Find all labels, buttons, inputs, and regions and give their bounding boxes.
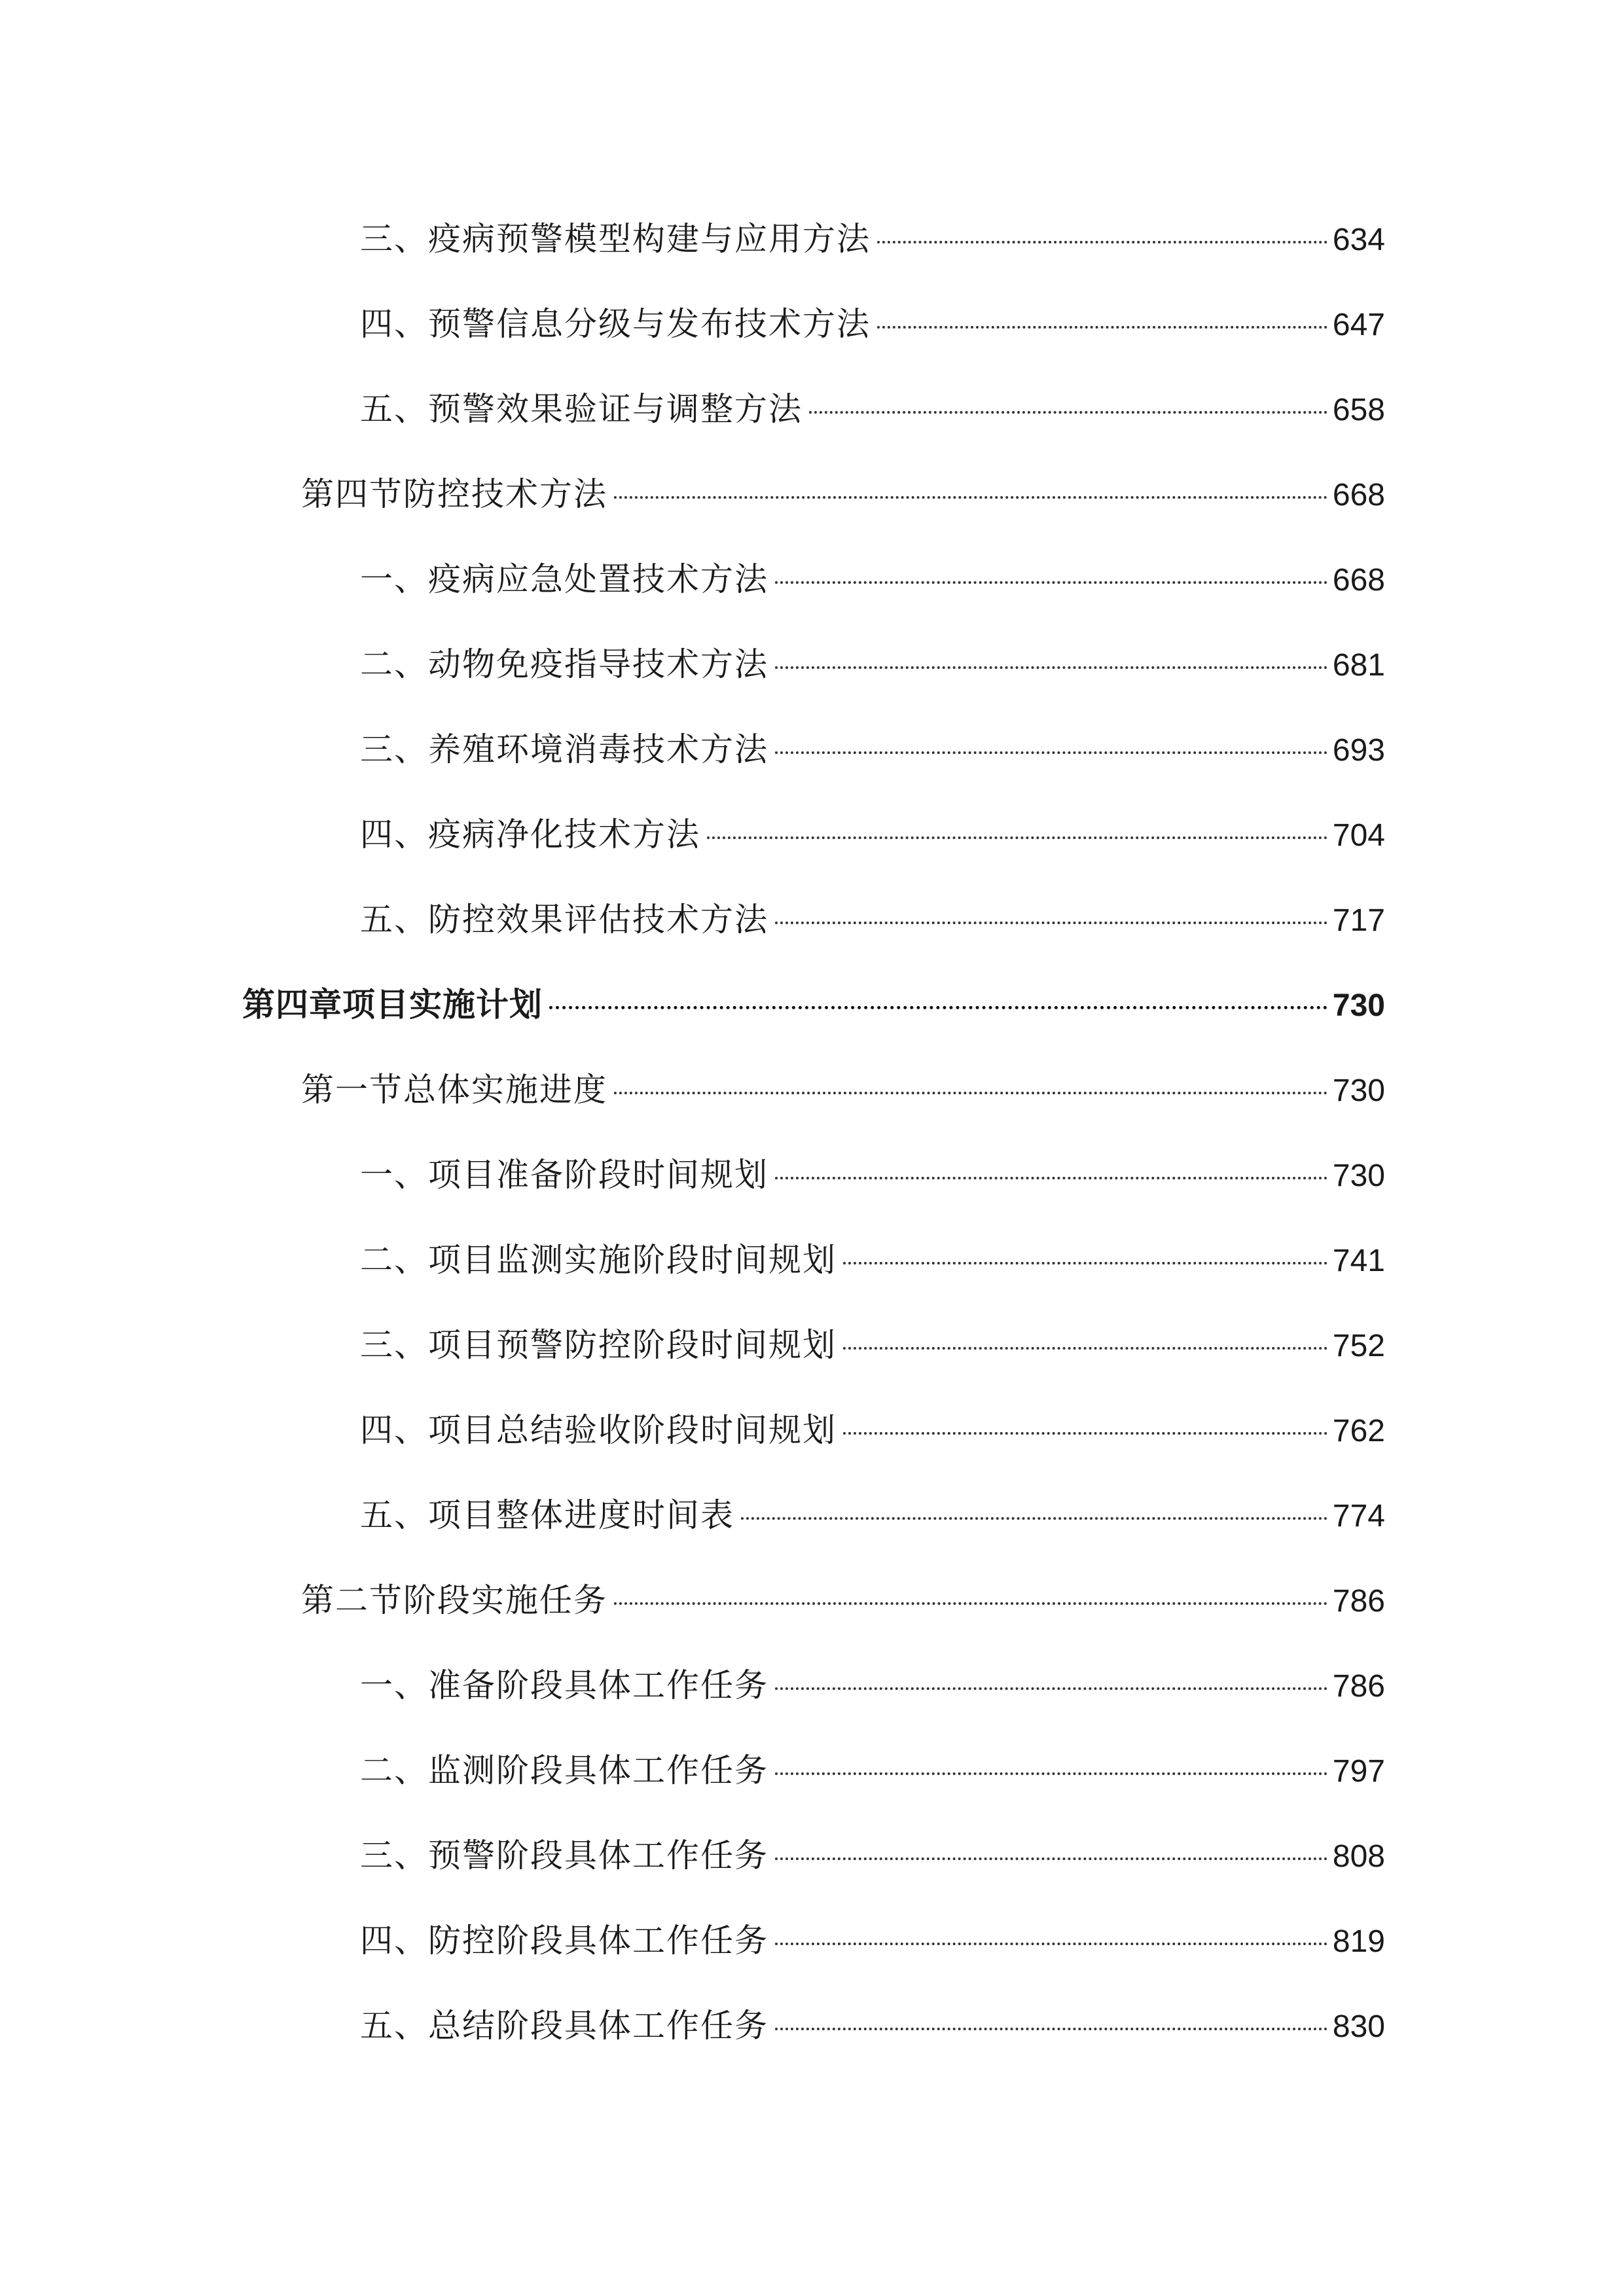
dot-leader bbox=[614, 496, 1327, 499]
toc-entry[interactable] bbox=[360, 213, 1385, 265]
toc-entry[interactable] bbox=[301, 1064, 1385, 1116]
toc-entry-page: 741 bbox=[1332, 1244, 1385, 1278]
dot-leader bbox=[775, 1857, 1327, 1860]
toc-entry-page: 681 bbox=[1332, 648, 1385, 683]
toc-entry[interactable] bbox=[360, 1829, 1385, 1882]
toc-entry-page: 730 bbox=[1332, 1073, 1385, 1108]
toc-entry[interactable] bbox=[360, 1149, 1385, 1201]
toc-entry[interactable] bbox=[360, 1489, 1385, 1541]
dot-leader bbox=[614, 1092, 1327, 1094]
toc-entry[interactable] bbox=[360, 638, 1385, 691]
toc-entry[interactable] bbox=[360, 1234, 1385, 1286]
toc-entry[interactable] bbox=[360, 1319, 1385, 1371]
toc-entry-page: 830 bbox=[1332, 2009, 1385, 2044]
toc-entry[interactable] bbox=[301, 468, 1385, 520]
toc-entry-page: 774 bbox=[1332, 1499, 1385, 1534]
toc-entry[interactable] bbox=[360, 383, 1385, 435]
toc-entry[interactable] bbox=[360, 1404, 1385, 1456]
toc-entry-chapter[interactable] bbox=[242, 978, 1385, 1031]
toc-entry-title: 第一节总体实施进度 bbox=[301, 1071, 607, 1109]
dot-leader bbox=[775, 1687, 1327, 1690]
toc-entry-title: 四、防控阶段具体工作任务 bbox=[360, 1922, 768, 1960]
toc-entry-title: 三、项目预警防控阶段时间规划 bbox=[360, 1326, 837, 1364]
toc-entry-title: 第四章项目实施计划 bbox=[242, 986, 543, 1024]
toc-entry-title: 第二节阶段实施任务 bbox=[301, 1581, 607, 1619]
toc-entry-title: 一、疫病应急处置技术方法 bbox=[360, 560, 768, 598]
toc-entry-title: 四、疫病净化技术方法 bbox=[360, 816, 700, 853]
toc-entry-title: 一、项目准备阶段时间规划 bbox=[360, 1156, 768, 1194]
dot-leader bbox=[877, 326, 1327, 329]
toc-entry-page: 668 bbox=[1332, 478, 1385, 512]
toc-entry-title: 五、总结阶段具体工作任务 bbox=[360, 2007, 768, 2045]
toc-entry-page: 693 bbox=[1332, 733, 1385, 768]
toc-entry[interactable] bbox=[301, 1574, 1385, 1626]
toc-entry-page: 752 bbox=[1332, 1329, 1385, 1363]
dot-leader bbox=[775, 666, 1327, 669]
dot-leader bbox=[809, 411, 1327, 414]
toc-entry-title: 五、防控效果评估技术方法 bbox=[360, 901, 768, 939]
toc-entry-page: 786 bbox=[1332, 1669, 1385, 1704]
toc-entry-page: 668 bbox=[1332, 563, 1385, 598]
toc-entry[interactable] bbox=[360, 298, 1385, 350]
toc-entry[interactable] bbox=[360, 893, 1385, 946]
toc-entry-title: 三、预警阶段具体工作任务 bbox=[360, 1837, 768, 1874]
toc-entry-page: 786 bbox=[1332, 1584, 1385, 1619]
toc-entry-title: 一、准备阶段具体工作任务 bbox=[360, 1666, 768, 1704]
toc-entry-title: 五、预警效果验证与调整方法 bbox=[360, 390, 803, 428]
toc-entry-title: 五、项目整体进度时间表 bbox=[360, 1496, 734, 1534]
dot-leader bbox=[707, 836, 1327, 839]
toc-entry[interactable] bbox=[360, 808, 1385, 861]
toc-entry-page: 658 bbox=[1332, 393, 1385, 427]
toc-entry[interactable] bbox=[360, 1659, 1385, 1712]
toc-entry[interactable] bbox=[360, 723, 1385, 776]
toc-entry-page: 730 bbox=[1332, 988, 1385, 1023]
dot-leader bbox=[775, 1177, 1327, 1179]
toc-entry[interactable] bbox=[360, 1914, 1385, 1967]
toc-entry-title: 三、养殖环境消毒技术方法 bbox=[360, 730, 768, 768]
dot-leader bbox=[877, 241, 1327, 243]
dot-leader bbox=[775, 2028, 1327, 2030]
dot-leader bbox=[775, 1943, 1327, 1945]
toc-entry-title: 第四节防控技术方法 bbox=[301, 475, 607, 513]
dot-leader bbox=[775, 581, 1327, 584]
toc-entry-page: 819 bbox=[1332, 1924, 1385, 1959]
dot-leader bbox=[843, 1347, 1327, 1350]
dot-leader bbox=[843, 1432, 1327, 1435]
toc-entry-title: 三、疫病预警模型构建与应用方法 bbox=[360, 220, 871, 258]
dot-leader bbox=[775, 922, 1327, 924]
toc-entry-page: 730 bbox=[1332, 1158, 1385, 1193]
toc-entry-title: 二、项目监测实施阶段时间规划 bbox=[360, 1241, 837, 1279]
dot-leader bbox=[775, 751, 1327, 754]
dot-leader bbox=[843, 1262, 1327, 1265]
toc-entry[interactable] bbox=[360, 1744, 1385, 1797]
dot-leader bbox=[775, 1772, 1327, 1775]
toc-entry-title: 四、项目总结验收阶段时间规划 bbox=[360, 1411, 837, 1449]
toc-entry-title: 二、动物免疫指导技术方法 bbox=[360, 645, 768, 683]
toc-entry-title: 二、监测阶段具体工作任务 bbox=[360, 1751, 768, 1789]
dot-leader bbox=[741, 1517, 1327, 1520]
toc-entry-page: 808 bbox=[1332, 1839, 1385, 1874]
toc-entry-page: 797 bbox=[1332, 1754, 1385, 1789]
toc-entry-page: 704 bbox=[1332, 818, 1385, 853]
toc-entry[interactable] bbox=[360, 553, 1385, 605]
toc-entry[interactable] bbox=[360, 2000, 1385, 2052]
toc-entry-page: 634 bbox=[1332, 223, 1385, 257]
toc-entry-page: 647 bbox=[1332, 308, 1385, 342]
toc-entry-title: 四、预警信息分级与发布技术方法 bbox=[360, 305, 871, 343]
toc-entry-page: 717 bbox=[1332, 903, 1385, 938]
toc-entry-page: 762 bbox=[1332, 1414, 1385, 1448]
dot-leader bbox=[614, 1602, 1327, 1605]
dot-leader bbox=[549, 1006, 1327, 1009]
